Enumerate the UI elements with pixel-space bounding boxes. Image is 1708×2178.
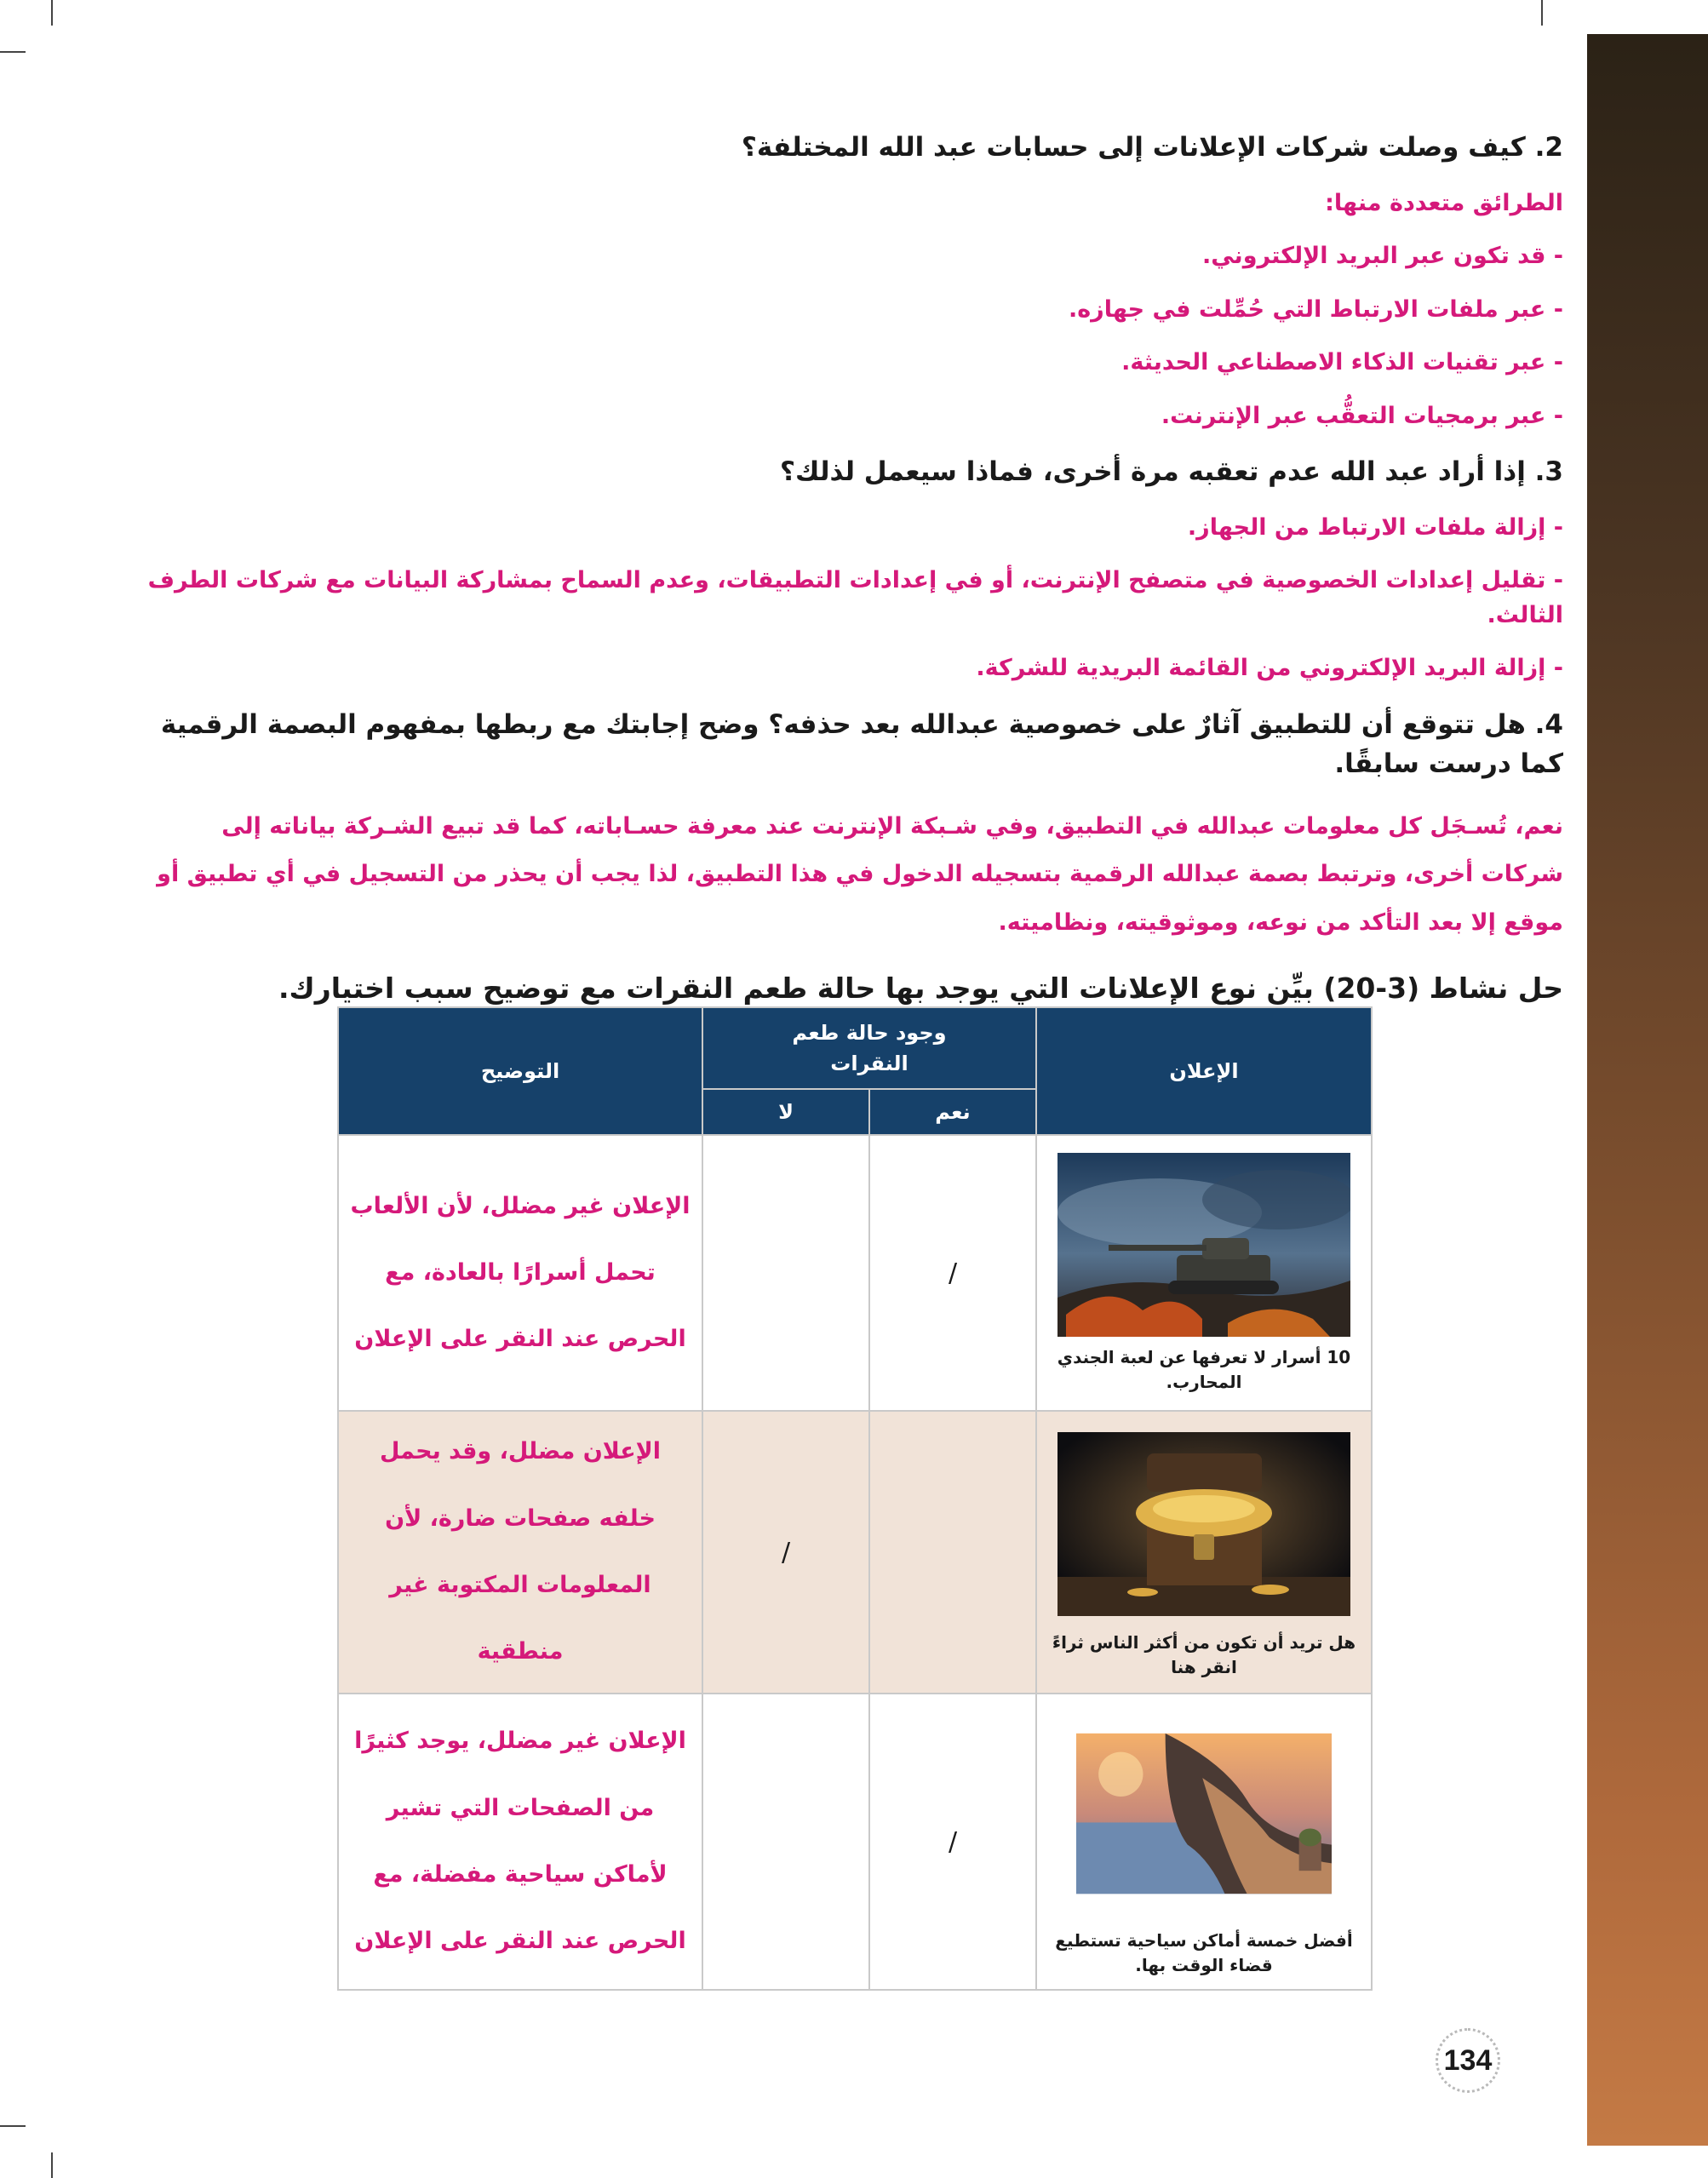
table-row [338,1411,1372,1694]
yes-cell [869,1694,1036,1990]
header-ad: الإعلان [1036,1007,1372,1135]
no-cell [702,1694,869,1990]
no-cell [702,1411,869,1694]
header-no: لا [702,1089,869,1135]
no-cell [702,1135,869,1411]
page-content [145,128,1563,1039]
ad-cell [1036,1411,1372,1694]
ad-caption: أفضل خمسة أماكن سياحية تستطيع قضاء الوقت بها. [1055,1930,1353,1975]
header-yes: نعم [869,1089,1036,1135]
explanation-cell [338,1694,702,1990]
explanation-text: الإعلان مضلل، وقد يحمل خلفه صفحات ضارة، لأن المعلومات المكتوبة غير منطقية [379,1438,662,1665]
explanation-text: الإعلان غير مضلل، يوجد كثيرًا من الصفحات التي تشير لأماكن سياحية مفضلة، مع الحرص عند النقر على الإعلان [354,1728,686,1955]
ad-caption: 10 أسرار لا تعرفها عن لعبة الجندي المحارب. [1057,1347,1351,1392]
header-explanation: التوضيح [338,1007,702,1135]
crop-mark [1541,0,1543,26]
ad-caption: هل تريد أن تكون من أكثر الناس ثراءً انقر هنا [1052,1632,1356,1677]
answer-line: - إزالة ملفات الارتباط من الجهاز. [1187,513,1563,541]
crop-mark [51,2152,53,2178]
explanation-cell [338,1411,702,1694]
check-mark: / [781,1537,791,1568]
ad-cell [1036,1135,1372,1411]
tank-battle-image [1057,1153,1350,1337]
question-3: 3. إذا أراد عبد الله عدم تعقبه مرة أخرى، فماذا سيعمل لذلك؟ [779,456,1563,487]
answer-paragraph: نعم، تُسـجَل كل معلومات عبدالله في التطبيق، وفي شـبكة الإنترنت عند معرفة حسـاباته، كما قد تبيع الشـركة بياناته إلى شركات أخرى، وترتبط بصمة عبدالله الرقمية بتسجيله الدخول في هذا التطبيق، لذا يجب أن يحذر من التسجيل في أي تطبيق أو موقع إلا بعد التأكد من نوعه، وموثوقيته، ونظاميته. [157,812,1563,936]
table-row [338,1694,1372,1990]
answer-line: - تقليل إعدادات الخصوصية في متصفح الإنترنت، أو في إعدادات التطبيقات، وعدم السماح بمشاركة البيانات مع شركات الطرف الثالث. [147,567,1563,628]
yes-cell [869,1135,1036,1411]
question-2: 2. كيف وصلت شركات الإعلانات إلى حسابات عبد الله المختلفة؟ [741,132,1563,163]
yes-cell [869,1411,1036,1694]
header-presence: وجود حالة طعم النقرات [702,1007,1036,1089]
activity-title: حل نشاط (3-20) بيِّن نوع الإعلانات التي يوجد بها حالة طعم النقرات مع توضيح سبب اختيارك. [278,971,1563,1005]
crop-mark [0,2125,26,2127]
answer-line: - عبر ملفات الارتباط التي حُمِّلت في جهازه. [1068,295,1563,323]
crop-mark [51,0,53,26]
check-mark: / [948,1826,958,1857]
answer-line: - عبر برمجيات التعقُّب عبر الإنترنت. [1161,402,1563,429]
question-4: 4. هل تتوقع أن للتطبيق آثارٌ على خصوصية عبدالله بعد حذفه؟ وضح إجابتك مع ربطها بمفهوم البصمة الرقمية كما درست سابقًا. [160,708,1563,779]
answer-line: - عبر تقنيات الذكاء الاصطناعي الحديثة. [1121,349,1563,375]
coastal-town-image [1076,1707,1332,1920]
answer-line: الطرائق متعددة منها: [1325,189,1563,216]
treasure-chest-image [1057,1426,1350,1622]
page-number: 134 [1436,2028,1500,2093]
ads-table [337,1006,1373,1991]
crop-mark [0,51,26,53]
answer-line: - إزالة البريد الإلكتروني من القائمة البريدية للشركة. [976,655,1563,681]
explanation-cell [338,1135,702,1411]
decorative-sidebar [1587,34,1708,2146]
check-mark: / [948,1258,958,1288]
table-row [338,1135,1372,1411]
answer-line: - قد تكون عبر البريد الإلكتروني. [1201,243,1563,269]
ad-cell [1036,1694,1372,1990]
explanation-text: الإعلان غير مضلل، لأن الألعاب تحمل أسرارًا بالعادة، مع الحرص عند النقر على الإعلان [350,1192,691,1353]
